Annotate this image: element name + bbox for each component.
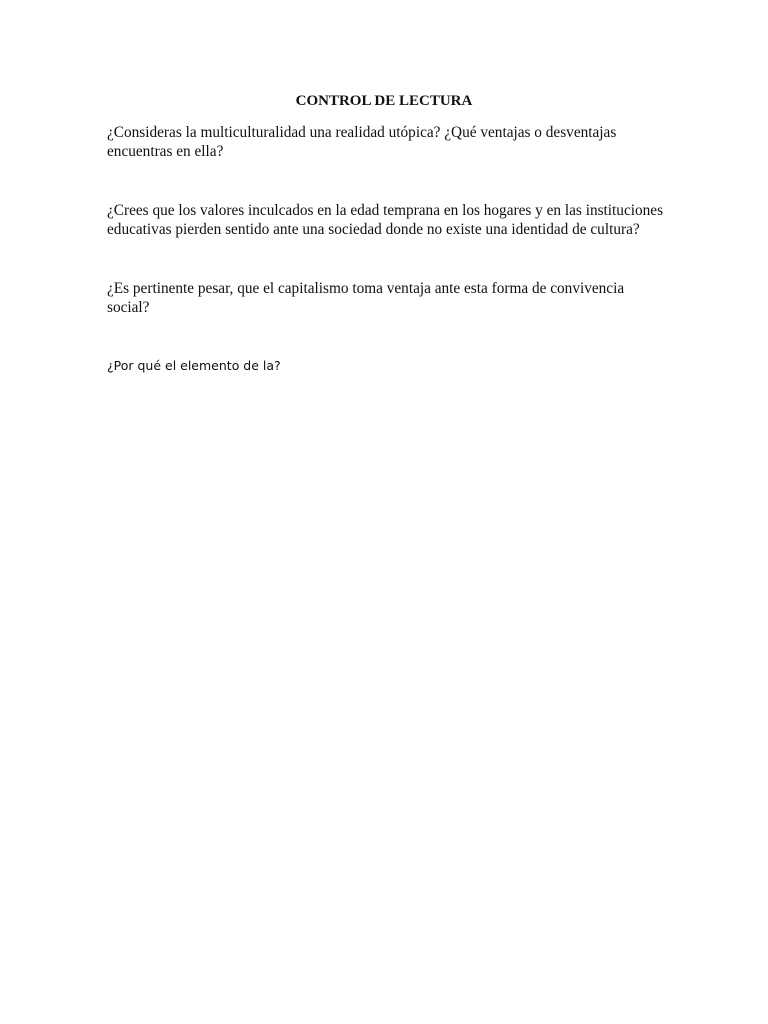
question-3-line-2: social? — [107, 299, 150, 316]
question-4-line-1: ¿Por qué el elemento de la? — [107, 358, 281, 373]
question-2-line-1: ¿Crees que los valores inculcados en la edad temprana en los hogares y en las instituciones — [107, 202, 664, 219]
question-1-line-2: encuentras en ella? — [107, 143, 224, 160]
question-2 — [107, 201, 667, 239]
question-3 — [107, 279, 667, 317]
question-1-line-1: ¿Consideras la multiculturalidad una realidad utópica? ¿Qué ventajas o desventajas — [107, 124, 617, 141]
question-3-line-1: ¿Es pertinente pesar, que el capitalismo toma ventaja ante esta forma de convivencia — [107, 280, 625, 297]
question-2-line-2: educativas pierden sentido ante una sociedad donde no existe una identidad de cultura? — [107, 221, 640, 238]
document-title: CONTROL DE LECTURA — [295, 93, 473, 109]
question-4 — [107, 357, 667, 375]
question-1 — [107, 123, 667, 161]
